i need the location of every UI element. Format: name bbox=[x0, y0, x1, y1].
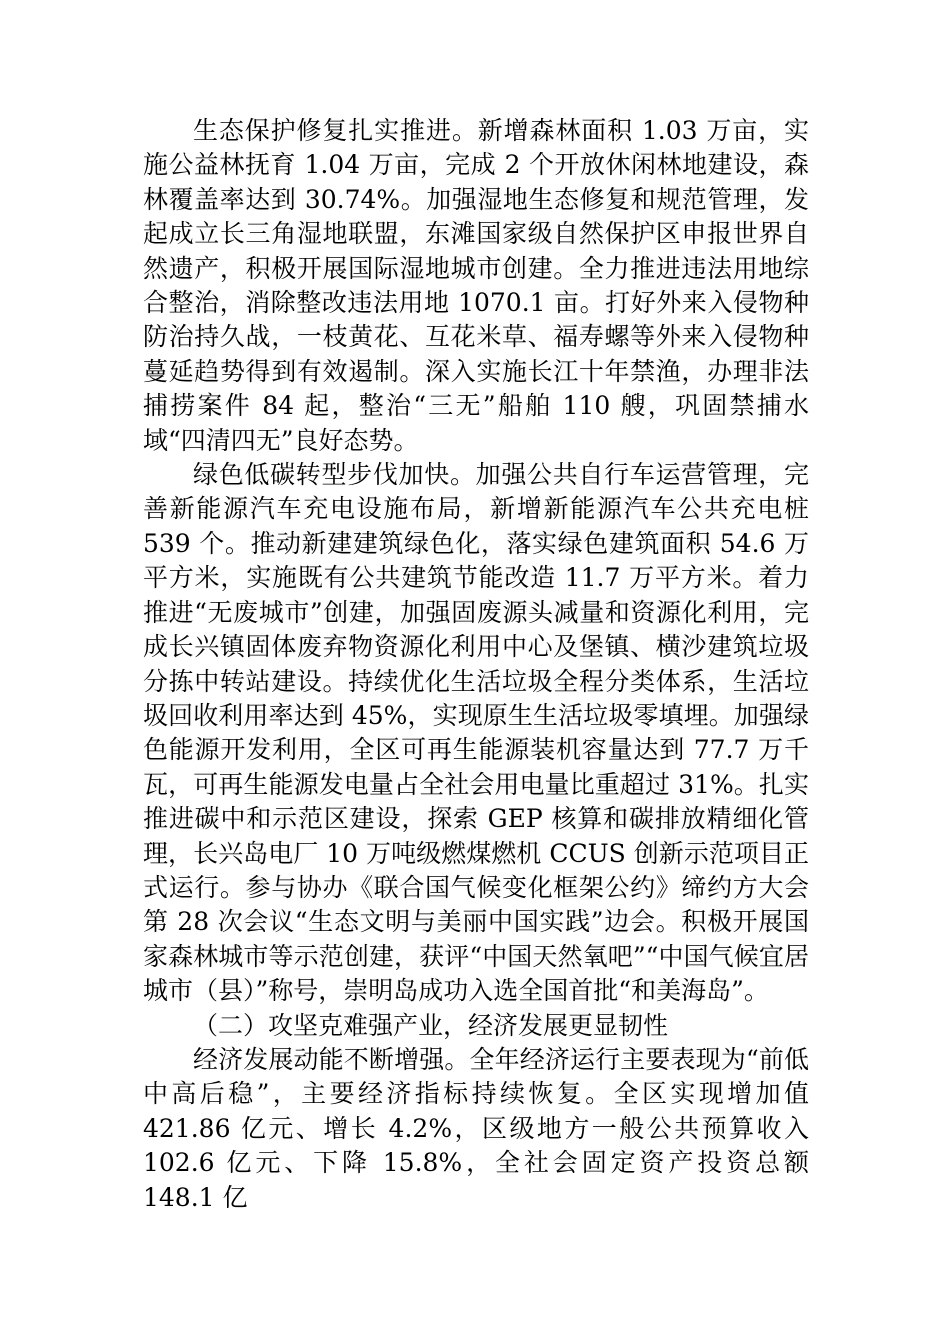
document-body bbox=[143, 114, 809, 1215]
paragraph-ecological-protection: 生态保护修复扎实推进。新增森林面积 1.03 万亩，实施公益林抚育 1.04 万亩，完成 2 个开放休闲林地建设，森林覆盖率达到 30.74%。加强湿地生态修复和规范管理，发起成立长三角湿地联盟，东滩国家级自然保护区申报世界自然遗产，积极开展国际湿地城市创建。全力推进违法用地综合整治，消除整改违法用地 1070.1 亩。打好外来入侵物种防治持久战，一枝黄花、互花米草、福寿螺等外来入侵物种蔓延趋势得到有效遏制。深入实施长江十年禁渔，办理非法捕捞案件 84 起，整治“三无”船舶 110 艘，巩固禁捕水域“四清四无”良好态势。 bbox=[143, 116, 809, 455]
paragraph-green-low-carbon: 绿色低碳转型步伐加快。加强公共自行车运营管理，完善新能源汽车充电设施布局，新增新能源汽车公共充电桩 539 个。推动新建建筑绿色化，落实绿色建筑面积 54.6 万平方米，实施既有公共建筑节能改造 11.7 万平方米。着力推进“无废城市”创建，加强固废源头减量和资源化利用，完成长兴镇固体废弃物资源化利用中心及堡镇、横沙建筑垃圾分拣中转站建设。持续优化生活垃圾全程分类体系，生活垃圾回收利用率达到 45%，实现原生生活垃圾零填埋。加强绿色能源开发利用，全区可再生能源装机容量达到 77.7 万千瓦，可再生能源发电量占全社会用电量比重超过 31%。扎实推进碳中和示范区建设，探索 GEP 核算和碳排放精细化管理，长兴岛电厂 10 万吨级燃煤燃机 CCUS 创新示范项目正式运行。参与协办《联合国气候变化框架公约》缔约方大会第 28 次会议“生态文明与美丽中国实践”边会。积极开展国家森林城市等示范创建，获评“中国天然氧吧”“中国气候宜居城市（县）”称号，崇明岛成功入选全国首批“和美海岛”。 bbox=[143, 460, 809, 1006]
section-heading: （二）攻坚克难强产业，经济发展更显韧性 bbox=[193, 1010, 669, 1040]
paragraph-economic-development: 经济发展动能不断增强。全年经济运行主要表现为“前低中高后稳”，主要经济指标持续恢复。全区实现增加值 421.86 亿元、增长 4.2%，区级地方一般公共预算收入 102.6 亿元、下降 15.8%，全社会固定资产投资总额 148.1 亿 bbox=[143, 1044, 809, 1212]
